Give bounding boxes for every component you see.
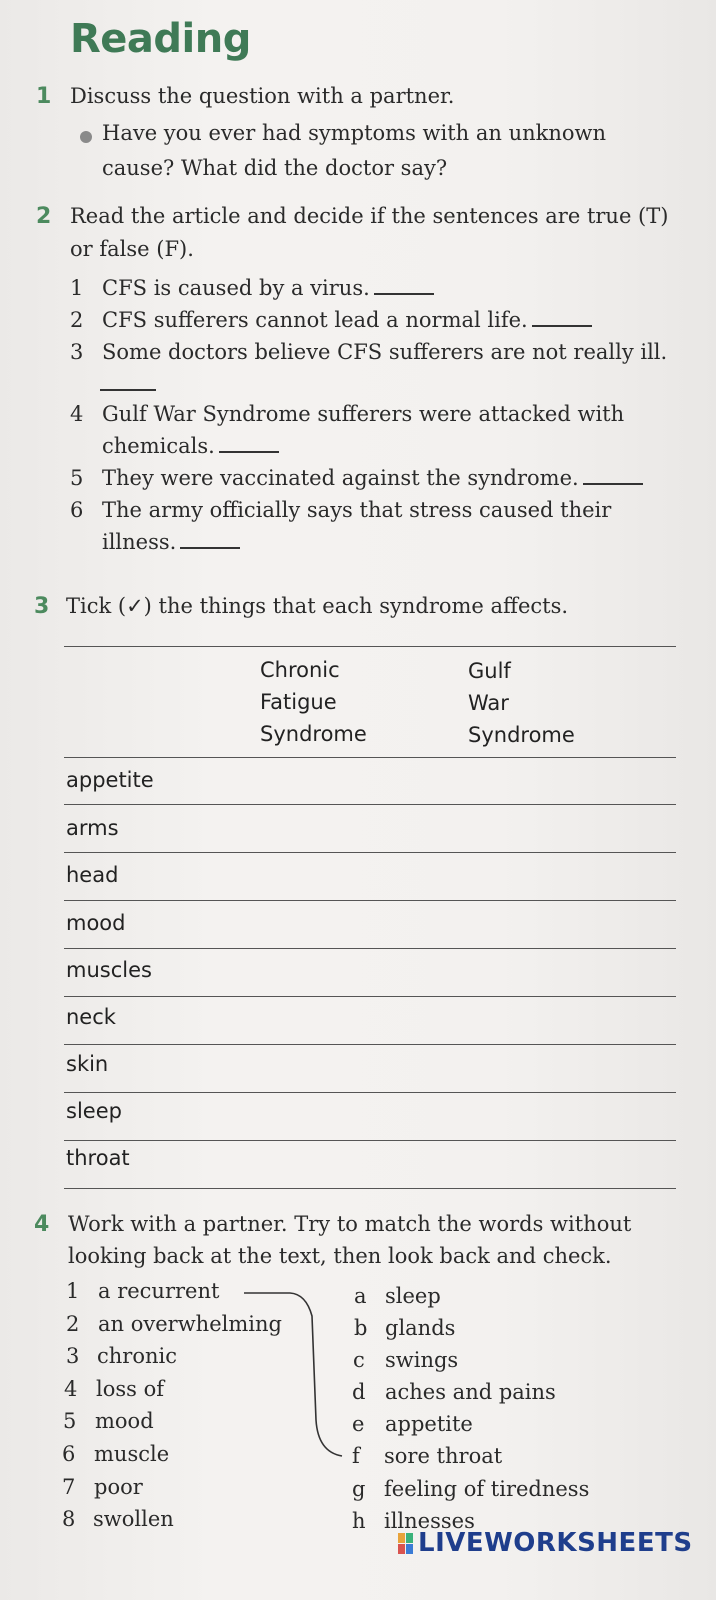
exercise-1-question-line2: cause? What did the doctor say? (102, 156, 448, 180)
match-right-item[interactable]: sleep (385, 1284, 441, 1308)
match-left-number: 6 (62, 1442, 76, 1466)
match-right-letter: c (353, 1348, 365, 1372)
exercise-4-instruction-line1: Work with a partner. Try to match the words without (68, 1212, 632, 1236)
match-left-item[interactable]: muscle (94, 1442, 170, 1466)
match-left-number: 8 (62, 1507, 76, 1531)
match-left-item[interactable]: loss of (96, 1377, 165, 1401)
header-word: Fatigue (260, 690, 337, 714)
exercise-3-number: 3 (34, 594, 50, 619)
exercise-3-instruction: Tick (✓) the things that each syndrome affects. (66, 594, 569, 618)
table-row-label: appetite (66, 768, 154, 792)
item-number: 3 (70, 340, 84, 364)
header-word: Syndrome (468, 723, 575, 747)
table-row-label: muscles (66, 958, 152, 982)
item-number: 6 (70, 498, 84, 522)
match-right-item[interactable]: aches and pains (385, 1380, 556, 1404)
item-number: 5 (70, 466, 84, 490)
header-word: Gulf (468, 659, 511, 683)
item-number: 1 (70, 276, 84, 300)
table-row-label: arms (66, 816, 119, 840)
table-row-label: throat (66, 1146, 130, 1170)
match-right-item[interactable]: appetite (385, 1412, 473, 1436)
exercise-1-question-line1: Have you ever had symptoms with an unknown (102, 121, 607, 145)
exercise-4-number: 4 (34, 1212, 50, 1237)
statement-6-line1: The army officially says that stress caused their (102, 498, 612, 522)
match-left-number: 2 (66, 1312, 80, 1336)
match-right-letter: h (352, 1509, 366, 1533)
match-left-item[interactable]: an overwhelming (98, 1312, 282, 1336)
statement-4-line1: Gulf War Syndrome sufferers were attacked with (102, 402, 625, 426)
match-right-item[interactable]: swings (385, 1348, 459, 1372)
match-left-item[interactable]: poor (94, 1475, 143, 1499)
table-row-label: skin (66, 1052, 109, 1076)
match-left-number: 5 (63, 1409, 77, 1433)
exercise-2-instruction-line1: Read the article and decide if the sentences are true (T) (70, 204, 669, 228)
liveworksheets-watermark: LIVEWORKSHEETS (418, 1528, 693, 1558)
match-left-number: 4 (64, 1377, 78, 1401)
match-left-number: 1 (66, 1279, 80, 1303)
exercise-1-instruction: Discuss the question with a partner. (70, 84, 455, 108)
match-left-number: 7 (62, 1475, 76, 1499)
statement-text: illness. (102, 530, 177, 554)
match-right-letter: a (354, 1284, 367, 1308)
exercise-4-instruction-line2: looking back at the text, then look back and check. (68, 1244, 612, 1268)
exercise-2-instruction-line2: or false (F). (70, 237, 194, 261)
match-right-letter: e (352, 1412, 365, 1436)
item-number: 2 (70, 308, 84, 332)
match-right-letter: b (354, 1316, 368, 1340)
table-row-label: neck (66, 1005, 116, 1029)
statement-text: CFS is caused by a virus. (102, 276, 370, 300)
match-right-letter: f (352, 1444, 360, 1468)
table-row-label: mood (66, 911, 126, 935)
exercise-1-number: 1 (36, 84, 52, 109)
match-right-item[interactable]: glands (385, 1316, 456, 1340)
statement-text: CFS sufferers cannot lead a normal life. (102, 308, 528, 332)
match-left-item[interactable]: mood (95, 1409, 154, 1433)
item-number: 4 (70, 402, 84, 426)
table-row-label: head (66, 863, 119, 887)
statement-text: chemicals. (102, 434, 215, 458)
match-right-item[interactable]: feeling of tiredness (384, 1477, 590, 1501)
match-left-item[interactable]: a recurrent (98, 1279, 220, 1303)
exercise-2-number: 2 (36, 204, 52, 229)
match-right-item[interactable]: illnesses (384, 1509, 475, 1533)
match-left-number: 3 (66, 1344, 80, 1368)
match-right-letter: g (352, 1477, 366, 1501)
match-right-letter: d (352, 1380, 366, 1404)
match-left-item[interactable]: chronic (97, 1344, 177, 1368)
match-left-item[interactable]: swollen (93, 1507, 174, 1531)
header-word: Syndrome (260, 722, 367, 746)
page-title: Reading (70, 16, 251, 62)
header-word: War (468, 691, 509, 715)
header-word: Chronic (260, 658, 340, 682)
match-right-item[interactable]: sore throat (384, 1444, 503, 1468)
statement-3: Some doctors believe CFS sufferers are not really ill. (102, 340, 668, 364)
liveworksheets-logo-icon (398, 1533, 414, 1555)
table-row-label: sleep (66, 1099, 122, 1123)
statement-text: They were vaccinated against the syndrome. (102, 466, 579, 490)
